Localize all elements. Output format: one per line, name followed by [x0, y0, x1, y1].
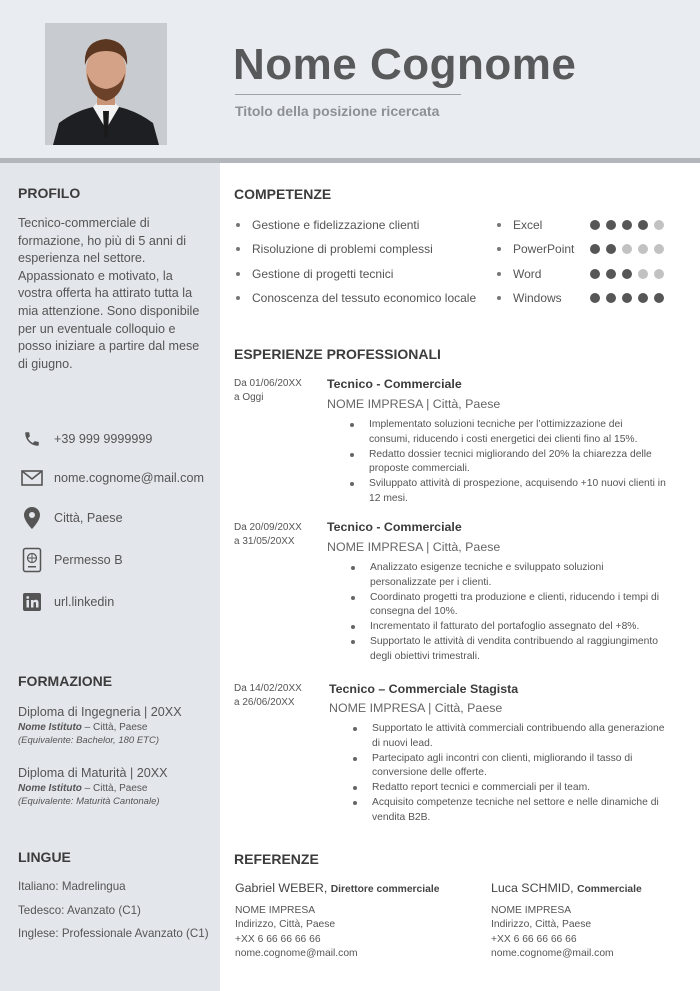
skill-item: Conoscenza del tessuto economico locale — [236, 291, 476, 305]
skills-heading: COMPETENZE — [234, 186, 332, 202]
experience-date: Da 20/09/20XX a 31/05/20XX — [234, 522, 302, 547]
experience-company: NOME IMPRESA | Città, Paese — [327, 540, 501, 554]
list-item: Sviluppato attività di prospezione, acquisendo +10 nuovi clienti in 12 mesi. — [346, 477, 666, 507]
contact-permit-value: Permesso B — [54, 553, 123, 567]
reference-card — [491, 881, 642, 962]
bullet-icon — [497, 296, 501, 300]
education-note: (Equivalente: Maturità Cantonale) — [18, 796, 160, 807]
bullet-icon — [497, 272, 501, 276]
list-item: Implementato soluzioni tecniche per l’ottimizzazione dei consumi, riducendo i costi energetici dei clienti fino al 15%. — [346, 418, 666, 448]
rating-dot — [638, 244, 648, 254]
reference-company: NOME IMPRESA — [491, 904, 572, 916]
education-note: (Equivalente: Bachelor, 180 ETC) — [18, 735, 159, 746]
tool-item: Excel — [497, 218, 542, 232]
contact-permit — [20, 548, 123, 572]
list-item: Supportato le attività commerciali contribuendo alla generazione di nuovi lead. — [349, 722, 669, 752]
rating-dot — [654, 269, 664, 279]
reference-address: Indirizzo, Città, Paese — [491, 919, 592, 930]
tool-item: Word — [497, 267, 541, 281]
education-item — [18, 766, 213, 807]
linkedin-icon — [20, 590, 44, 614]
language-item: Tedesco: Avanzato (C1) — [18, 904, 141, 917]
list-item: Analizzato esigenze tecniche e sviluppato soluzioni personalizzate per i clienti. — [347, 561, 667, 591]
rating-dot — [606, 269, 616, 279]
languages-heading: LINGUE — [18, 849, 71, 865]
experience-company: NOME IMPRESA | Città, Paese — [327, 397, 501, 411]
reference-address: Indirizzo, Città, Paese — [235, 919, 336, 930]
candidate-name: Nome Cognome — [233, 40, 577, 89]
language-item: Italiano: Madrelingua — [18, 880, 126, 893]
skill-item: Gestione e fidelizzazione clienti — [236, 218, 419, 232]
list-item: Partecipato agli incontri con clienti, migliorando il tasso di conversione delle offerte. — [349, 752, 669, 782]
list-item: Incrementato il fatturato del portafoglio assegnato del +8%. — [347, 620, 667, 635]
tool-item: PowerPoint — [497, 242, 574, 256]
references-heading: REFERENZE — [234, 851, 319, 867]
reference-name: Gabriel WEBER, Direttore commerciale — [235, 881, 440, 895]
contact-email — [20, 466, 204, 490]
reference-phone: +XX 6 66 66 66 66 — [235, 933, 321, 945]
contact-phone — [20, 427, 152, 451]
skill-item: Gestione di progetti tecnici — [236, 267, 393, 281]
rating-dot — [638, 293, 648, 303]
education-title: Diploma di Maturità | 20XX — [18, 766, 168, 780]
contact-phone-value: +39 999 9999999 — [54, 432, 153, 446]
education-heading: FORMAZIONE — [18, 673, 113, 689]
bullet-icon — [497, 223, 501, 227]
bullet-icon — [236, 296, 240, 300]
rating-dot — [606, 293, 616, 303]
name-underline — [235, 94, 461, 95]
education-item — [18, 705, 213, 746]
experience-bullets — [346, 418, 666, 507]
experience-date: Da 14/02/20XX a 26/06/20XX — [234, 683, 302, 708]
rating-dot — [590, 220, 600, 230]
experience-company: NOME IMPRESA | Città, Paese — [329, 701, 503, 715]
profile-photo — [45, 23, 167, 145]
tool-rating — [590, 244, 670, 254]
rating-dot — [654, 293, 664, 303]
experience-role: Tecnico - Commerciale — [327, 520, 462, 534]
language-item: Inglese: Professionale Avanzato (C1) — [18, 927, 209, 940]
tool-rating — [590, 269, 670, 279]
bullet-icon — [236, 247, 240, 251]
bullet-icon — [236, 272, 240, 276]
skill-item: Risoluzione di problemi complessi — [236, 242, 433, 256]
rating-dot — [622, 244, 632, 254]
experience-bullets — [349, 722, 669, 826]
rating-dot — [590, 269, 600, 279]
reference-card — [235, 881, 439, 962]
reference-email[interactable]: nome.cognome@mail.com — [235, 948, 358, 959]
mail-icon — [20, 466, 44, 490]
list-item: Acquisito competenze tecniche nel settore e nelle dinamiche di vendita B2B. — [349, 796, 669, 826]
profile-text: Tecnico-commerciale di formazione, ho più di 5 anni di esperienza nel settore. Appassionato e motivato, la vostra offerta ha attirato tutta la mia attenzione. Sono disponibile per un eventuale colloquio e posso iniziare a partire dal mese di giugno. — [18, 216, 200, 371]
reference-phone: +XX 6 66 66 66 66 — [491, 933, 577, 945]
bullet-icon — [497, 247, 501, 251]
tool-rating — [590, 220, 670, 230]
rating-dot — [638, 220, 648, 230]
rating-dot — [606, 220, 616, 230]
reference-name: Luca SCHMID, Commerciale — [491, 881, 642, 895]
list-item: Coordinato progetti tra produzione e clienti, riducendo i tempi di consegna del 10%. — [347, 591, 667, 621]
experience-role: Tecnico – Commerciale Stagista — [329, 682, 519, 696]
experience-role: Tecnico - Commerciale — [327, 377, 462, 391]
contact-location — [20, 506, 123, 530]
rating-dot — [590, 293, 600, 303]
reference-email[interactable]: nome.cognome@mail.com — [491, 948, 614, 959]
experience-date: Da 01/06/20XX a Oggi — [234, 378, 302, 403]
contact-email-value: nome.cognome@mail.com — [54, 471, 204, 485]
experience-heading: ESPERIENZE PROFESSIONALI — [234, 346, 441, 362]
rating-dot — [590, 244, 600, 254]
education-school: Nome Istituto – Città, Paese — [18, 783, 148, 794]
profile-heading: PROFILO — [18, 185, 81, 201]
position-title: Titolo della posizione ricercata — [235, 103, 440, 119]
rating-dot — [654, 220, 664, 230]
education-school: Nome Istituto – Città, Paese — [18, 722, 148, 733]
contact-linkedin[interactable] — [20, 590, 114, 614]
contact-location-value: Città, Paese — [54, 511, 123, 525]
rating-dot — [622, 269, 632, 279]
rating-dot — [638, 269, 648, 279]
rating-dot — [622, 293, 632, 303]
tool-item: Windows — [497, 291, 562, 305]
tool-rating — [590, 293, 670, 303]
list-item: Redatto report tecnici e commerciali per il team. — [349, 781, 669, 796]
rating-dot — [654, 244, 664, 254]
contact-linkedin-value[interactable]: url.linkedin — [54, 595, 115, 609]
location-pin-icon — [20, 506, 44, 530]
rating-dot — [622, 220, 632, 230]
passport-icon — [20, 548, 44, 572]
education-title: Diploma di Ingegneria | 20XX — [18, 705, 182, 719]
rating-dot — [606, 244, 616, 254]
reference-company: NOME IMPRESA — [235, 904, 316, 916]
list-item: Supportato le attività di vendita contribuendo al raggiungimento degli obiettivi trimestrali. — [347, 635, 667, 665]
experience-bullets — [347, 561, 667, 665]
phone-icon — [20, 427, 44, 451]
list-item: Redatto dossier tecnici migliorando del 20% la chiarezza delle proposte commerciali. — [346, 448, 666, 478]
bullet-icon — [236, 223, 240, 227]
